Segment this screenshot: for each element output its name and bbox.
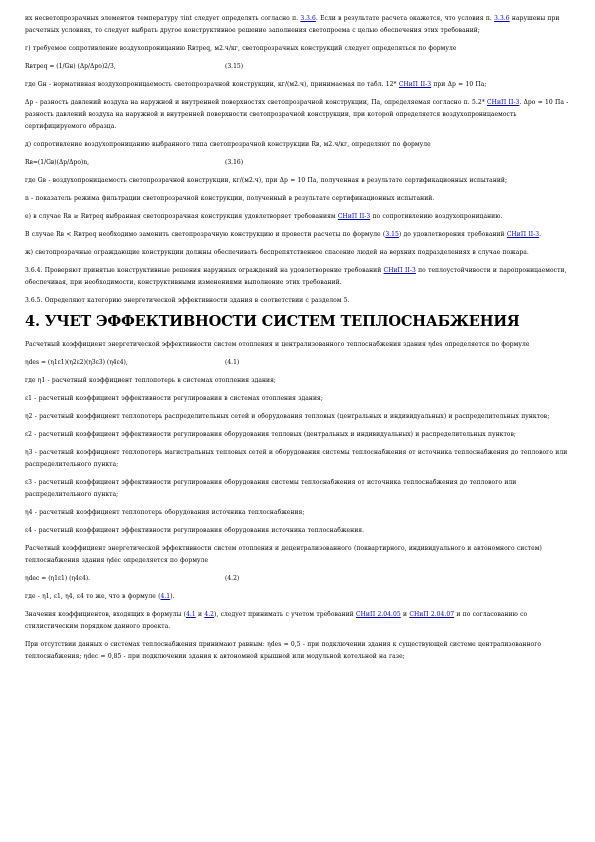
paragraph-text: е) в случае Rв ≥ Rвтреq выбранная светопрозрачная конструкция удовлетворяет требованиям — [25, 213, 338, 220]
paragraph — [25, 507, 573, 519]
paragraph-text: . Если в результате расчета окажется, что условия п. — [315, 15, 495, 22]
paragraph — [25, 79, 573, 91]
paragraph-text: ε4 - расчетный коэффициент эффективности регулирования оборудования источника теплоснабжения. — [25, 527, 365, 534]
paragraph-text: Расчетный коэффициент энергетической эффективности систем отопления и децентрализованного (поквартирного, индивидуального и автономного систем) теплоснабжения здания ηdec определяется по формуле — [25, 545, 545, 564]
paragraph — [25, 591, 573, 603]
paragraph-text: 3.6.5. Определяют категорию энергетической эффективности здания в соответствии с разделом 5. — [25, 297, 350, 304]
paragraph-text: ) до удовлетворения требований — [398, 231, 507, 238]
paragraph — [25, 295, 573, 307]
paragraph-text: по теплоустойчивости и паропроницаемости, обеспечивая, при необходимости, конструктивными изменениями выполнение этих требований. — [25, 267, 569, 286]
reference-link[interactable]: 3.3.6 — [300, 15, 316, 22]
paragraph — [25, 543, 573, 567]
paragraph-text: ), следует принимать с учетом требований — [214, 611, 356, 618]
paragraph — [25, 393, 573, 405]
paragraph — [25, 477, 573, 501]
reference-link[interactable]: 4.1 — [160, 593, 171, 600]
paragraph — [25, 247, 573, 259]
paragraph-text: и по согласованию со стилистическим порядком данного проекта. — [25, 611, 530, 630]
paragraph — [25, 429, 573, 441]
paragraph-text: где η1 - расчетный коэффициент теплопотерь в системах отопления здания; — [25, 377, 276, 384]
formula-number: (4.2) — [225, 575, 240, 582]
formula-expression: ηdec = (η1ε1) (η4ε4). — [25, 575, 91, 582]
formula-expression: ηdes = (η1ε1)(η2ε2)(η3ε3) (η4ε4), — [25, 359, 128, 366]
paragraph — [25, 139, 573, 151]
paragraph-text: 3.6.4. Проверяют принятые конструктивные решения наружных ограждений на удовлетворение требований — [25, 267, 384, 274]
paragraph-text: где Gв - воздухопроницаемость светопрозрачной конструкции, кг/(м2.ч), при Δр = 10 Па, полученная в результате сертификационных испытаний; — [25, 177, 508, 184]
paragraph — [25, 229, 573, 241]
formula-number: (4.1) — [225, 359, 240, 366]
reference-link[interactable]: СНиП II-3 — [383, 267, 416, 274]
formula — [25, 61, 573, 73]
formula — [25, 157, 573, 169]
paragraph — [25, 639, 573, 663]
paragraph-text: Расчетный коэффициент энергетической эффективности систем отопления и централизованного теплоснабжения здания ηdes определяется по формуле — [25, 341, 530, 348]
paragraph-text: ε2 - расчетный коэффициент эффективности регулирования оборудования тепловых (центральных и индивидуальных) и распределительных пунктов; — [25, 431, 516, 438]
reference-link[interactable]: СНиП II-3 — [487, 99, 520, 106]
paragraph — [25, 609, 573, 633]
paragraph-text: г) требуемое сопротивление воздухопроницанию Rвтреq, м2.ч/кг, светопрозрачных конструкций следует определяться по формуле — [25, 45, 457, 52]
paragraph-text: При отсутствии данных о системах теплоснабжения принимают равным: ηdes = 0,5 - при подключении здания к существующей системе централизованного теплоснабжения; ηdес = 0,85 - при подключении здания к автономной крышной или модульной котельной на газе; — [25, 641, 544, 660]
paragraph — [25, 375, 573, 387]
reference-link[interactable]: 4.2 — [204, 611, 215, 618]
formula-number: (3.16) — [225, 159, 244, 166]
paragraph — [25, 447, 573, 471]
reference-link[interactable]: 3.15 — [385, 231, 399, 238]
formula — [25, 573, 573, 585]
paragraph-text: д) сопротивление воздухопроницанию выбранного типа светопрозрачной конструкции Rв, м2.ч/кг, определяют по формуле — [25, 141, 431, 148]
paragraph — [25, 339, 573, 351]
reference-link[interactable]: СНиП 2.04.05 — [355, 611, 401, 618]
paragraph-text: . Δро = 10 Па - разность давлений воздуха на наружной и внутренней поверхности светопрозрачной конструкции, при которой определяется воздухопроницаемость сертифицируемого образца. — [25, 99, 571, 130]
document-page — [25, 13, 573, 669]
paragraph — [25, 13, 573, 37]
paragraph-text: ε1 - расчетный коэффициент эффективности регулирования в системах отопления здания; — [25, 395, 323, 402]
reference-link[interactable]: СНиП 2.04.07 — [409, 611, 455, 618]
paragraph — [25, 411, 573, 423]
formula — [25, 357, 573, 369]
paragraph — [25, 175, 573, 187]
paragraph-text: по сопротивлению воздухопроницанию. — [370, 213, 503, 220]
paragraph — [25, 265, 573, 289]
reference-link[interactable]: СНиП II-3 — [506, 231, 540, 238]
formula-number: (3.15) — [225, 63, 244, 70]
reference-link[interactable]: 4.1 — [186, 611, 196, 618]
paragraph-text: η2 - расчетный коэффициент теплопотерь распределительных сетей и оборудования тепловых (центральных и индивидуальных) и распределительных пунктов; — [25, 413, 550, 420]
paragraph-text: нарушены при расчетных условиях, то следует выбрать другое конструктивное решение заполнения светопроема с целью обеспечения этих требований; — [25, 15, 562, 34]
paragraph-text: n - показатель режима фильтрации светопрозрачной конструкции, полученный в результате сертификационных испытаний. — [25, 195, 435, 202]
paragraph-text: η3 - расчетный коэффициент теплопотерь магистральных тепловых сетей и оборудования системы теплоснабжения от источника теплоснабжения до теплового или распределительного пункта; — [25, 449, 570, 468]
paragraph-text: В случае Rв < Rвтреq необходимо заменить светопрозрачную конструкцию и провести расчеты по формуле ( — [25, 231, 386, 238]
paragraph-text: где Gн - нормативная воздухопроницаемость светопрозрачной конструкции, кг/(м2.ч), принимаемая по табл. 12* — [25, 81, 399, 88]
paragraph-text: где - η1, ε1, η4, ε4 то же, что в формуле ( — [25, 593, 161, 600]
paragraph-text: ж) светопрозрачные ограждающие конструкции должны обеспечивать беспрепятственное спасение людей на верхних подразделениях в случае пожара. — [25, 249, 529, 256]
reference-link[interactable]: 3.3.6 — [494, 15, 510, 22]
paragraph-text: ). — [170, 593, 175, 600]
reference-link[interactable]: СНиП II-3 — [398, 81, 432, 88]
paragraph-text: и — [400, 611, 410, 618]
section-heading: 4. УЧЕТ ЭФФЕКТИВНОСТИ СИСТЕМ ТЕПЛОСНАБЖЕНИЯ — [25, 313, 520, 330]
paragraph-text: их несветопрозрачных элементов температуру τint следует определять согласно п. — [25, 15, 301, 22]
paragraph-text: η4 - расчетный коэффициент теплопотерь оборудования источника теплоснабжения; — [25, 509, 305, 516]
paragraph-text: Δр - разность давлений воздуха на наружной и внутренней поверхностях светопрозрачной конструкции, Па, определяемая согласно п. 5.2* — [25, 99, 488, 106]
reference-link[interactable]: СНиП II-3 — [337, 213, 371, 220]
paragraph — [25, 211, 573, 223]
paragraph — [25, 193, 573, 205]
paragraph-text: и — [195, 611, 205, 618]
paragraph-text: . — [539, 231, 542, 238]
paragraph — [25, 525, 573, 537]
paragraph — [25, 97, 573, 133]
formula-expression: Rв=(1/Gв)(Δр/Δро)n, — [25, 159, 90, 166]
paragraph-text: при Δр = 10 Па; — [431, 81, 487, 88]
formula-expression: Rвтреq = (1/Gн) (Δр/Δро)2/3, — [25, 63, 116, 70]
paragraph-text: ε3 - расчетный коэффициент эффективности регулирования оборудования системы теплоснабжения от источника теплоснабжения до теплового или распределительного пункта; — [25, 479, 519, 498]
paragraph-text: Значения коэффициентов, входящих в формулы ( — [25, 611, 187, 618]
paragraph — [25, 43, 573, 55]
